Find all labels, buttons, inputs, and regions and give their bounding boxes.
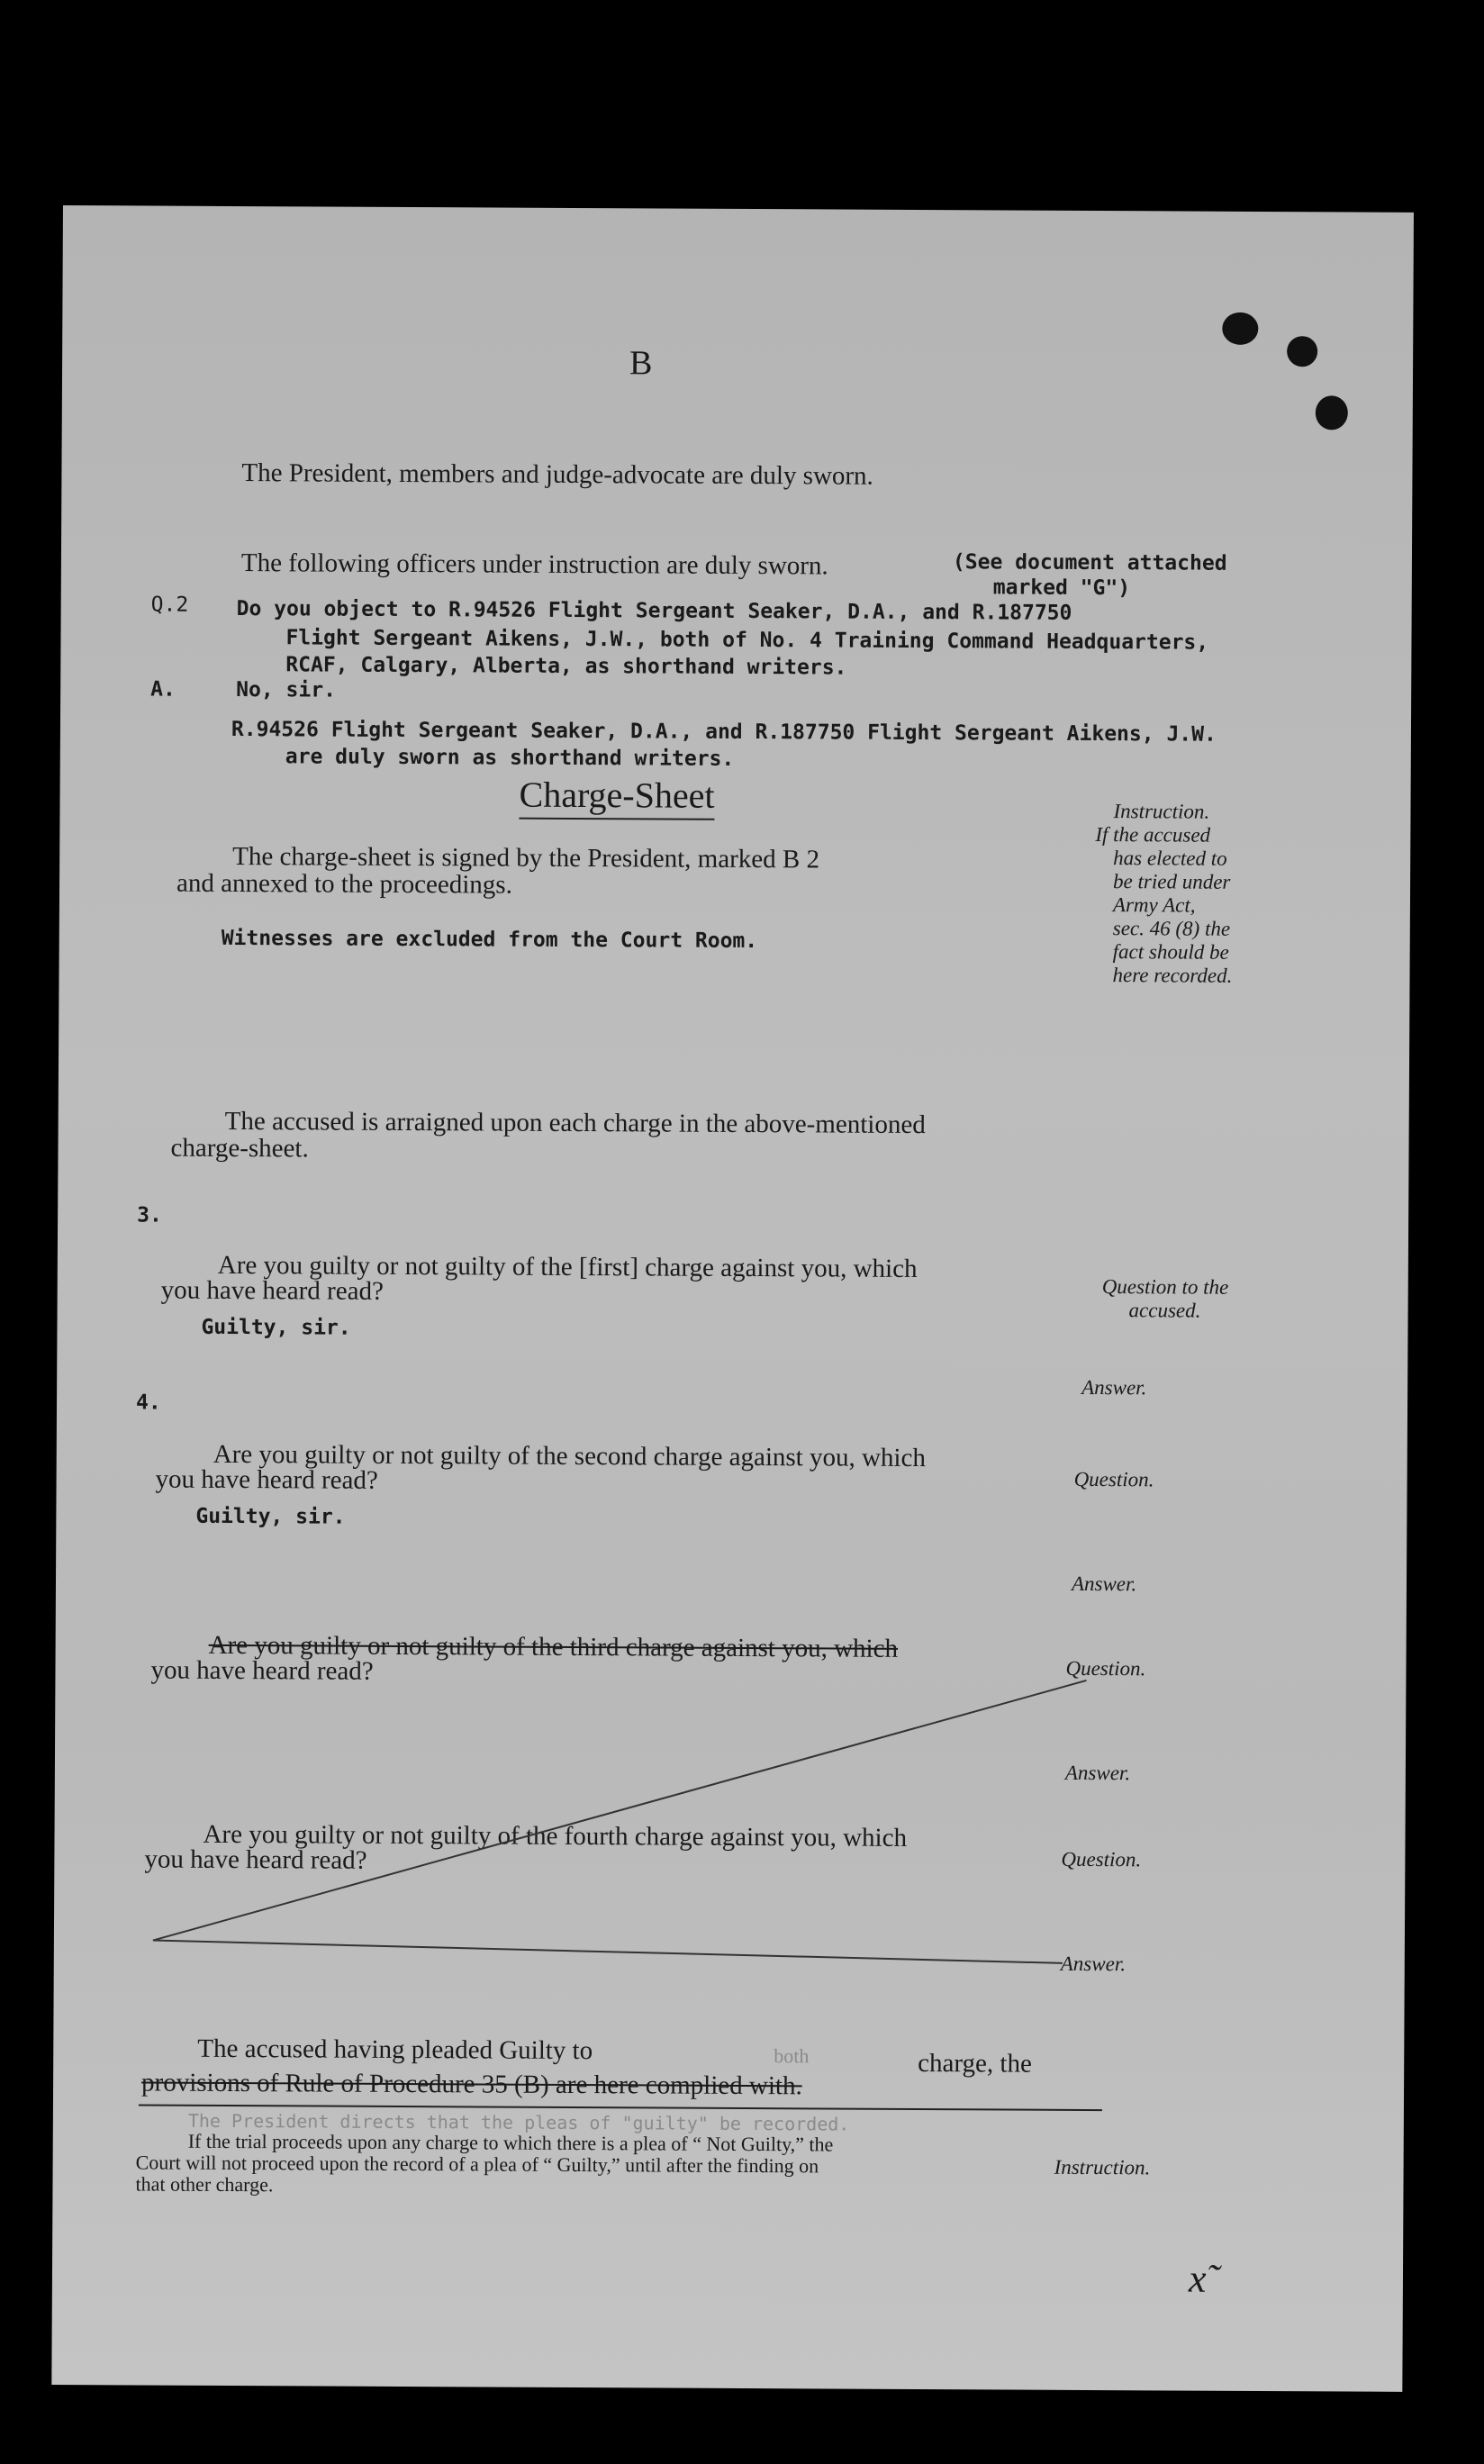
arraignment-statement: charge-sheet. — [170, 1133, 309, 1164]
trial-instruction: Court will not proceed upon the record of a plea of “ Guilty,” until after the finding on — [135, 2151, 819, 2178]
plea-answer-second: Guilty, sir. — [195, 1504, 346, 1529]
plea-question-second: you have heard read? — [155, 1464, 378, 1495]
instruction-note: Army Act, — [1112, 893, 1196, 917]
side-label-question: Question to the — [1101, 1275, 1229, 1299]
question-label: Q.2 — [150, 593, 189, 617]
sworn-statement: The President, members and judge-advocate are duly sworn. — [241, 458, 873, 491]
instruction-note: If the accused — [1095, 823, 1211, 847]
side-label-instruction: Instruction. — [1054, 2155, 1151, 2179]
plea-question-second: Are you guilty or not guilty of the second charge against you, which — [213, 1439, 926, 1473]
witnesses-excluded: Witnesses are excluded from the Court Room. — [221, 926, 758, 954]
president-directs-statement: The President directs that the pleas of "guilty" be recorded. — [187, 2109, 850, 2135]
instruction-note: Instruction. — [1113, 800, 1210, 823]
shorthand-writers-statement: are duly sworn as shorthand writers. — [285, 745, 735, 771]
see-document-note: (See document attached — [952, 550, 1227, 575]
charge-sheet-statement: and annexed to the proceedings. — [176, 868, 512, 900]
side-label-question: accused. — [1128, 1299, 1201, 1322]
answer-label: A. — [150, 677, 176, 702]
charge-sheet-statement: The charge-sheet is signed by the President, marked B 2 — [232, 841, 820, 874]
plea-question-third: you have heard read? — [150, 1655, 374, 1686]
side-label-answer: Answer. — [1071, 1572, 1137, 1596]
side-label-answer: Answer. — [1060, 1952, 1127, 1976]
answer-text: No, sir. — [236, 678, 337, 702]
instruction-note: sec. 46 (8) the — [1112, 917, 1231, 940]
side-label-question: Question. — [1073, 1467, 1154, 1491]
question-text: RCAF, Calgary, Alberta, as shorthand writers. — [285, 653, 847, 680]
plea-question-fourth: Are you guilty or not guilty of the fourth charge against you, which — [203, 1819, 908, 1853]
provisions-statement: provisions of Rule of Procedure 35 (B) are here complied with. — [141, 2068, 802, 2101]
side-label-answer: Answer. — [1081, 1375, 1147, 1400]
plea-question-first: Are you guilty or not guilty of the [first] charge against you, which — [217, 1250, 918, 1283]
see-document-note: marked "G") — [992, 575, 1131, 601]
question-text: Flight Sergeant Aikens, J.W., both of No. 4 Training Command Headquarters, — [285, 626, 1209, 655]
page-letter: B — [629, 344, 653, 383]
side-label-answer: Answer. — [1064, 1761, 1131, 1785]
instruction-note: fact should be — [1112, 940, 1229, 964]
arraignment-statement: The accused is arraigned upon each charge in the above-mentioned — [224, 1106, 926, 1140]
instruction-note: be tried under — [1113, 870, 1231, 893]
side-label-question: Question. — [1061, 1847, 1142, 1871]
handwritten-initials: x˜ — [1188, 2256, 1220, 2301]
officers-sworn-statement: The following officers under instruction are duly sworn. — [240, 548, 828, 581]
plea-question-fourth: you have heard read? — [144, 1844, 367, 1875]
shorthand-writers-statement: R.94526 Flight Sergeant Seaker, D.A., and R.187750 Flight Sergeant Aikens, J.W. — [231, 717, 1217, 747]
plea-question-third: Are you guilty or not guilty of the third charge against you, which — [208, 1630, 899, 1663]
item-number: 3. — [137, 1203, 162, 1227]
document-page — [51, 205, 1414, 2392]
plea-question-first: you have heard read? — [160, 1275, 384, 1306]
trial-instruction: that other charge. — [135, 2172, 274, 2197]
item-number: 4. — [135, 1391, 161, 1415]
instruction-note: here recorded. — [1112, 964, 1233, 987]
guilty-plea-statement: charge, the — [918, 2048, 1032, 2079]
plea-answer-first: Guilty, sir. — [201, 1315, 351, 1340]
trial-instruction: If the trial proceeds upon any charge to which there is a plea of “ Not Guilty,” the — [187, 2129, 834, 2156]
side-label-question: Question. — [1065, 1656, 1146, 1680]
guilty-plea-both: both — [774, 2044, 810, 2068]
guilty-plea-statement: The accused having pleaded Guilty to — [197, 2034, 593, 2066]
question-text: Do you object to R.94526 Flight Sergeant Seaker, D.A., and R.187750 — [236, 597, 1072, 625]
charge-sheet-heading: Charge-Sheet — [519, 774, 714, 820]
instruction-note: has elected to — [1113, 847, 1227, 870]
